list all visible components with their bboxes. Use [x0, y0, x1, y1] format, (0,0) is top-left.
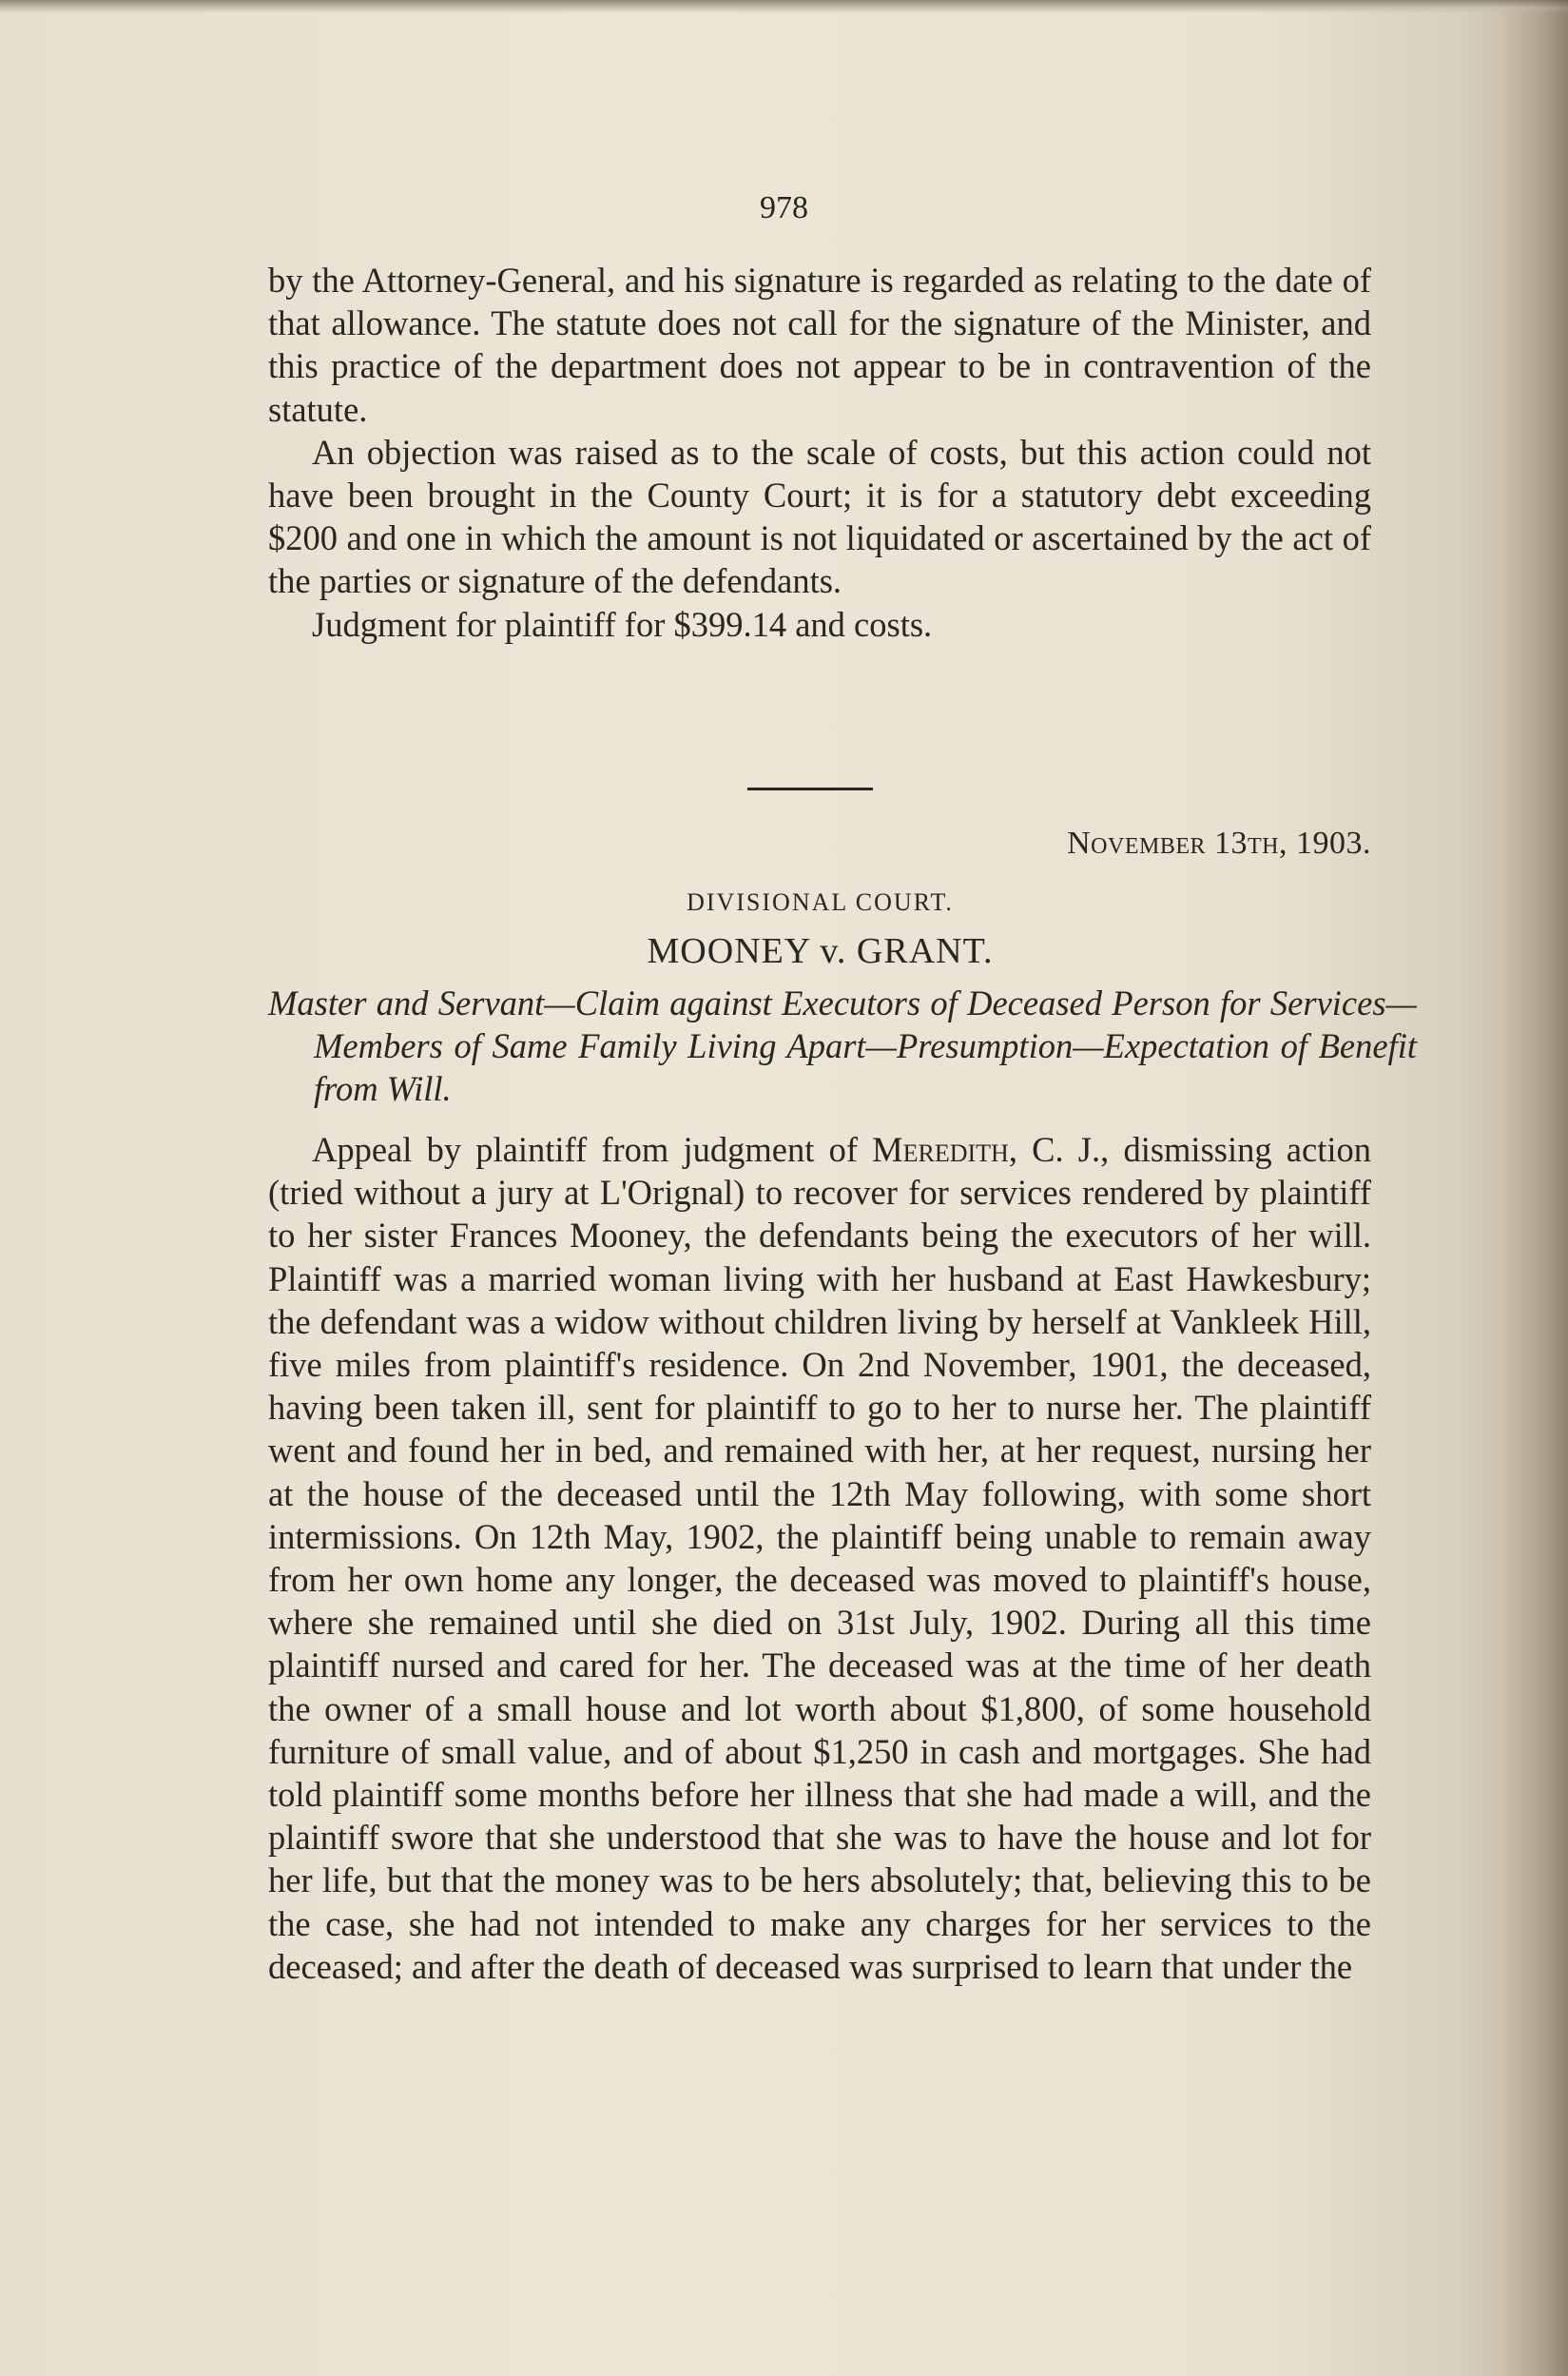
- decision-date: November 13th, 1903.: [1067, 826, 1371, 861]
- judge-name: Meredith: [872, 1130, 1009, 1169]
- case-title: MOONEY v. GRANT.: [647, 931, 994, 971]
- judgment-line: Judgment for plaintiff for $399.14 and costs.: [312, 604, 933, 644]
- body-lead-text: Appeal by plaintiff from judgment of: [312, 1130, 873, 1169]
- case-headnote: Master and Servant—Claim against Executors of Deceased Person for Services—Members of Same Family Living Apart—Presumption—Expectation of Benefit from Will.: [268, 984, 1417, 1108]
- page-top-edge: [0, 0, 1568, 13]
- binding-shadow: [1501, 0, 1568, 2376]
- section-divider: [747, 788, 873, 790]
- court-name: DIVISIONAL COURT.: [687, 888, 954, 916]
- page-number: 978: [760, 190, 808, 225]
- body-rest-text: , C. J., dismissing action (tried without a jury at L'Orignal) to recover for services rendered by plaintiff to her sister Frances Mooney, the defendants being the executors of her will. Plaintiff was a married woman living with her husband at East Hawkesbury; the defendant was a widow without children living by herself at Vankleek Hill, five miles from plaintiff's residence. On 2nd November, 1901, the deceased, having been taken ill, sent for plaintiff to go to her to nurse her. The plaintiff went and found her in bed, and remained with her, at her request, nursing her at the house of the deceased until the 12th May following, with some short intermissions. On 12th May, 1902, the plaintiff being unable to remain away from her own home any longer, the deceased was moved to plaintiff's house, where she remained until she died on 31st July, 1902. During all this time plaintiff nursed and cared for her. The deceased was at the time of her death the owner of a small house and lot worth about $1,800, of some household furniture of small value, and of about $1,250 in cash and mortgages. She had told plaintiff some months before her illness that she had made a will, and the plaintiff swore that she understood that she was to have the house and lot for her life, but that the money was to be hers absolutely; that, believing this to be the case, she had not intended to make any charges for her services to the deceased; and after the death of deceased was surprised to learn that under the: [268, 1130, 1371, 1986]
- case-body-block: [268, 1128, 1371, 1988]
- costs-objection-paragraph: An objection was raised as to the scale of costs, but this action could not have been brought in the County Court; it is for a statutory debt exceeding $200 and one in which the amount is not liquidated or ascertained by the act of the parties or signature of the defendants.: [268, 432, 1371, 601]
- continued-paragraph: by the Attorney-General, and his signature is regarded as relating to the date of that allowance. The statute does not call for the signature of the Minister, and this practice of the department does not appear to be in contravention of the statute.: [268, 261, 1371, 429]
- case-body-paragraph: [268, 1128, 1371, 1988]
- continued-text-block: [268, 259, 1371, 646]
